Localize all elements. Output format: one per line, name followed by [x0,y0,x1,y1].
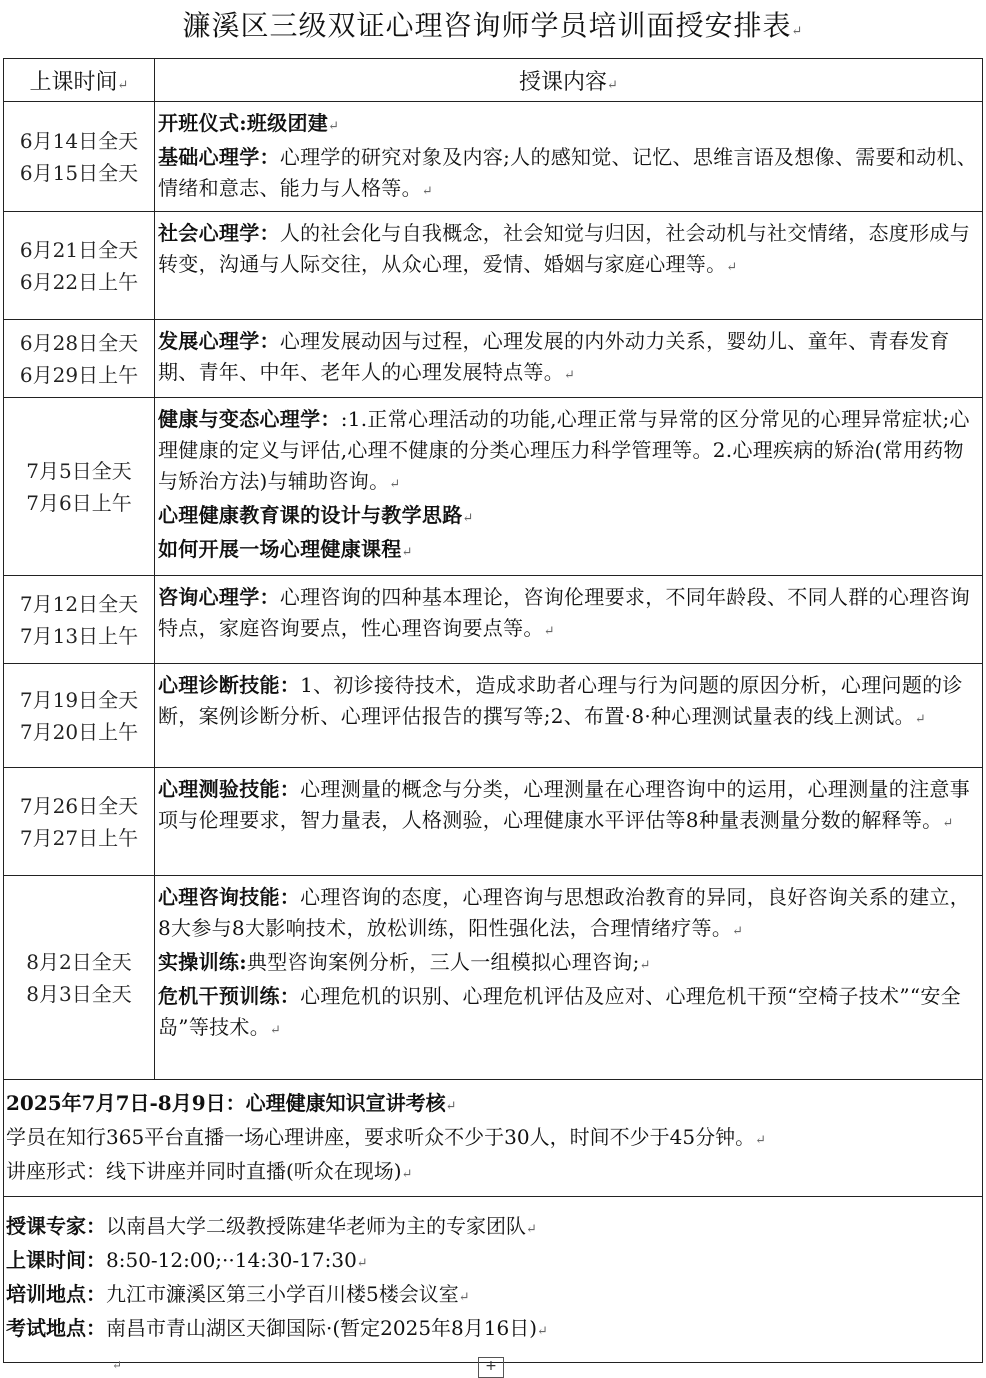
table-row [4,102,983,212]
content-cell: 心理咨询技能：心理咨询的态度，心理咨询与思想政治教育的异同，良好咨询关系的建立，8大参与8大影响技术，放松训练，阳性强化法，合理情绪疗等。↵ 实操训练:典型咨询案例分析，三人一组模拟心理咨询;↵ 危机干预训练：心理危机的识别、心理危机评估及应对、心理危机干预“空椅子技术”“安全岛”等技术。↵ [155,876,983,1080]
info-row [4,1197,983,1363]
table-row [4,768,983,876]
info-cell: 授课专家：以南昌大学二级教授陈建华老师为主的专家团队↵ 上课时间：8:50-12:00;··14:30-17:30↵ 培训地点：九江市濂溪区第三小学百川楼5楼会议室↵ 考试地点：南昌市青山湖区天御国际·(暂定2025年8月16日)↵ [4,1197,983,1363]
content-cell: 开班仪式:班级团建↵ 基础心理学：心理学的研究对象及内容;人的感知觉、记忆、思维言语及想像、需要和动机、情绪和意志、能力与人格等。↵ [155,102,983,212]
page-title: 濂溪区三级双证心理咨询师学员培训面授安排表↵ [182,9,804,42]
date-cell: 6月28日全天 6月29日上午 [4,320,155,398]
add-row-button[interactable]: + [478,1357,504,1378]
content-cell: 健康与变态心理学：:1.正常心理活动的功能,心理正常与异常的区分常见的心理异常症状;心理健康的定义与评估,心理不健康的分类心理压力科学管理等。2.心理疾病的矫治(常用药物与矫治方法)与辅助咨询。↵ 心理健康教育课的设计与教学思路↵ 如何开展一场心理健康课程↵ [155,398,983,576]
schedule-table [3,58,983,1363]
date-cell: 7月12日全天 7月13日上午 [4,576,155,664]
date-cell: 7月5日全天 7月6日上午 [4,398,155,576]
table-row [4,212,983,320]
assessment-cell: 2025年7月7日-8月9日：心理健康知识宣讲考核↵ 学员在知行365平台直播一场心理讲座，要求听众不少于30人，时间不少于45分钟。↵ 讲座形式：线下讲座并同时直播(听众在现场)↵ [4,1080,983,1197]
content-cell: 发展心理学：心理发展动因与过程，心理发展的内外动力关系，婴幼儿、童年、青春发育期、青年、中年、老年人的心理发展特点等。↵ [155,320,983,398]
date-cell: 7月26日全天 7月27日上午 [4,768,155,876]
header-content: 授课内容↵ [155,59,983,102]
table-row [4,876,983,1080]
table-row [4,320,983,398]
assessment-row [4,1080,983,1197]
content-cell: 心理测验技能：心理测量的概念与分类，心理测量在心理咨询中的运用，心理测量的注意事项与伦理要求，智力量表，人格测验，心理健康水平评估等8种量表测量分数的解释等。↵ [155,768,983,876]
paragraph-mark: ↵ [112,1358,123,1372]
content-cell: 心理诊断技能：1、初诊接待技术，造成求助者心理与行为问题的原因分析，心理问题的诊断，案例诊断分析、心理评估报告的撰写等;2、布置·8·种心理测试量表的线上测试。↵ [155,664,983,768]
content-cell: 咨询心理学：心理咨询的四种基本理论，咨询伦理要求，不同年龄段、不同人群的心理咨询特点，家庭咨询要点，性心理咨询要点等。↵ [155,576,983,664]
date-cell: 6月21日全天 6月22日上午 [4,212,155,320]
date-cell: 8月2日全天 8月3日全天 [4,876,155,1080]
table-row [4,576,983,664]
date-cell: 6月14日全天 6月15日全天 [4,102,155,212]
content-cell: 社会心理学：人的社会化与自我概念，社会知觉与归因，社会动机与社交情绪，态度形成与转变，沟通与人际交往，从众心理，爱情、婚姻与家庭心理等。↵ [155,212,983,320]
header-time: 上课时间↵ [4,59,155,102]
date-cell: 7月19日全天 7月20日上午 [4,664,155,768]
table-row [4,664,983,768]
table-header-row [4,59,983,102]
table-row [4,398,983,576]
